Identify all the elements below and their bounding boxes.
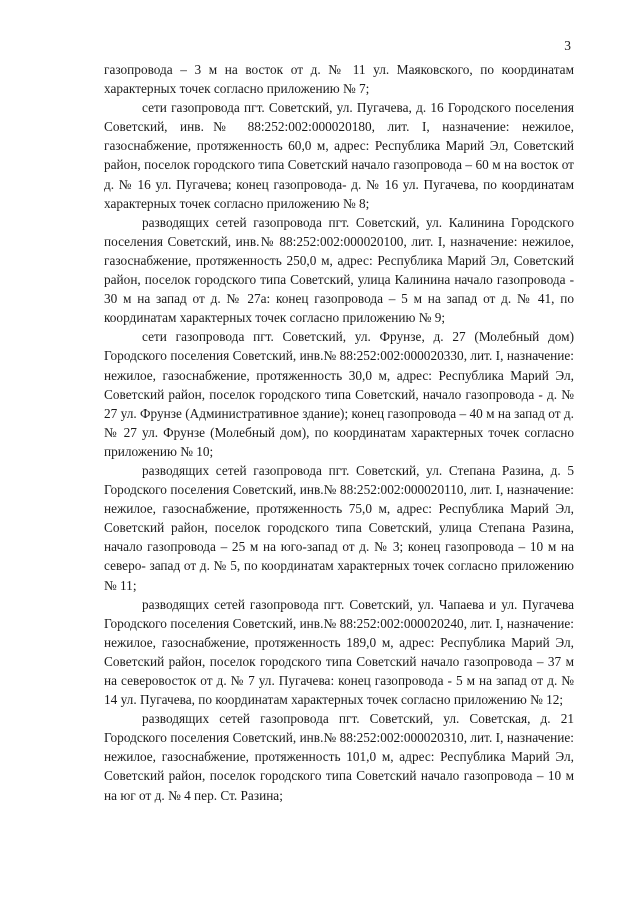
paragraph-sovetskaya-21: разводящих сетей газопровода пгт. Советский, ул. Советская, д. 21 Городского поселения Советский, инв.№ 88:252:002:000020310, лит. I, назначение: нежилое, газоснабжение, протяженность 101,0 м, адрес: Республика Марий Эл, Советский район, поселок городского типа Советский начало газопровода – 10 м на юг от д. № 4 пер. Ст. Разина; (104, 711, 574, 803)
paragraph-pugacheva-16: сети газопровода пгт. Советский, ул. Пугачева, д. 16 Городского поселения Советский, инв.№ 88:252:002:000020180, лит. I, назначение: нежилое, газоснабжение, протяженность 60,0 м, адрес: Республика Марий Эл, Советский район, поселок городского типа Советский начало газопровода – 60 м на восток от д. № 16 ул. Пугачева; конец газопровода- д. № 16 ул. Пугачева, по координатам характерных точек согласно приложению № 8; (104, 100, 574, 211)
document-body (104, 60, 574, 805)
paragraph-continuation: газопровода – 3 м на восток от д. № 11 ул. Маяковского, по координатам характерных точек согласно приложению № 7; (104, 62, 574, 97)
paragraph-stepana-razina-5: разводящих сетей газопровода пгт. Советский, ул. Степана Разина, д. 5 Городского поселения Советский, инв.№ 88:252:002:000020110, лит. I, назначение: нежилое, газоснабжение, протяженность 75,0 м, адрес: Республика Марий Эл, Советский район, поселок городского типа Советский, улица Степана Разина, начало газопровода – 25 м на юго-запад от д. № 3; конец газопровода – 10 м на северо- запад от д. № 5, по координатам характерных точек согласно приложению № 11; (104, 462, 574, 593)
paragraph-kalinina: разводящих сетей газопровода пгт. Советский, ул. Калинина Городского поселения Советский, инв.№ 88:252:002:000020100, лит. I, назначение: нежилое, газоснабжение, протяженность 250,0 м, адрес: Республика Марий Эл, Советский район, поселок городского типа Советский, улица Калинина начало газопровода - 30 м на запад от д. № 27а: конец газопровода – 5 м на запад от д. № 41, по координатам характерных точек согласно приложению № 9; (104, 214, 574, 326)
paragraph-chapaeva-pugacheva: разводящих сетей газопровода пгт. Советский, ул. Чапаева и ул. Пугачева Городского поселения Советский, инв.№ 88:252:002:000020240, лит. I, назначение: нежилое, газоснабжение, протяженность 189,0 м, адрес: Республика Марий Эл, Советский район, поселок городского типа Советский начало газопровода – 37 м на северовосток от д. № 7 ул. Пугачева: конец газопровода - 5 м на запад от д. № 14 ул. Пугачева, по координатам характерных точек согласно приложению № 12; (104, 596, 574, 708)
paragraph-frunze-27: сети газопровода пгт. Советский, ул. Фрунзе, д. 27 (Молебный дом) Городского поселения Советский, инв.№ 88:252:002:000020330, лит. I, назначение: нежилое, газоснабжение, протяженность 30,0 м, адрес: Республика Марий Эл, Советский район, поселок городского типа Советский, начало газопровода - д. № 27 ул. Фрунзе (Административное здание); конец газопровода – 40 м на запад от д. № 27 ул. Фрунзе (Молебный дом), по координатам характерных точек согласно приложению № 10; (104, 329, 574, 459)
page-number: 3 (564, 38, 571, 53)
